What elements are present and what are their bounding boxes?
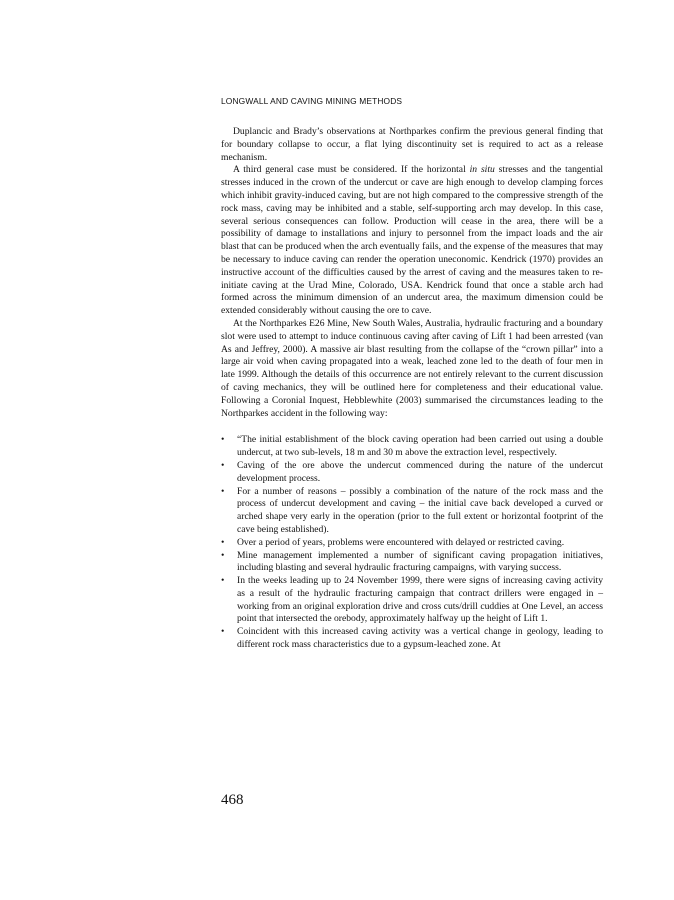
bullet-icon: • [221,549,225,561]
paragraph-2-italic: in situ [469,164,495,176]
list-item [221,537,603,550]
page-number: 468 [221,792,244,808]
list-item-text: In the weeks leading up to 24 November 1999, there were signs of increasing caving activity as a result of the hydraulic fracturing campaign that contract drillers were engaged in – working from an original exploration drive and cross cuts/drill cuddies at One Level, an access point that intersected the orebody, approximately halfway up the height of Lift 1. [237,575,603,625]
list-item-text: Caving of the ore above the undercut commenced during the nature of the undercut development process. [237,459,603,484]
paragraph-2 [221,164,603,318]
list-item [221,550,603,576]
list-item [221,575,603,626]
bullet-icon: • [221,626,225,638]
list-item [221,486,603,537]
list-item-text: “The initial establishment of the block caving operation had been carried out using a double undercut, at two sub-levels, 18 m and 30 m above the extraction level, respectively. [237,434,603,459]
paragraph-3: At the Northparkes E26 Mine, New South Wales, Australia, hydraulic fracturing and a boundary slot were used to attempt to induce continuous caving after caving of Lift 1 had been arrested (van As and Jeffrey, 2000). A massive air blast resulting from the collapse of the “crown pillar” into a large air void when caving propagated into a weak, leached zone led to the death of four men in late 1999. Although the details of this occurrence are not entirely relevant to the current discussion of caving mechanics, they will be outlined here for completeness and their educational value. Following a Coronial Inquest, Hebblewhite (2003) summarised the circumstances leading to the Northparkes accident in the following way: [221,317,603,419]
list-item-text: Coincident with this increased caving activity was a vertical change in geology, leading to different rock mass characteristics due to a gypsum-leached zone. At [237,626,603,651]
paragraph-1: Duplancic and Brady’s observations at Northparkes confirm the previous general finding that for boundary collapse to occur, a flat lying discontinuity set is required to act as a release mechanism. [221,126,603,163]
list-item-text: For a number of reasons – possibly a combination of the nature of the rock mass and the process of undercut development and caving – the initial cave back developed a curved or arched shape very early in the operation (prior to the full extent or horizontal footprint of the cave being established). [237,485,603,535]
paragraph-2-rest: stresses and the tangential stresses induced in the crown of the undercut or cave are high enough to develop clamping forces which inhibit gravity-induced caving, but are not high compared to the compressive strength of the rock mass, caving may be inhibited and a stable, self-supporting arch may develop. In this case, several serious consequences can follow. Production will cease in the area, there will be a possibility of damage to installations and injury to personnel from the impact loads and the air blast that can be produced when the arch eventually fails, and the expense of the measures that may be necessary to induce caving can render the operation uneconomic. Kendrick (1970) provides an instructive account of the difficulties caused by the arrest of caving and the measures taken to re-initiate caving at the Urad Mine, Colorado, USA. Kendrick found that once a stable arch had formed across the minimum dimension of an undercut area, the maximum dimension could be extended considerably without causing the ore to cave. [221,164,604,317]
page-body [221,96,603,652]
list-item [221,626,603,652]
list-item [221,460,603,486]
list-item-text: Over a period of years, problems were encountered with delayed or restricted caving. [237,536,565,548]
list-item-text: Mine management implemented a number of significant caving propagation initiatives, including blasting and several hydraulic fracturing campaigns, with varying success. [237,549,603,574]
bullet-icon: • [221,485,225,497]
bullet-list [221,434,603,652]
bullet-icon: • [221,434,225,446]
bullet-icon: • [221,536,225,548]
paragraph-2-start: A third general case must be considered. If the horizontal [233,164,470,176]
bullet-icon: • [221,575,225,587]
running-header: LONGWALL AND CAVING MINING METHODS [221,96,403,106]
list-item [221,434,603,460]
bullet-icon: • [221,459,225,471]
